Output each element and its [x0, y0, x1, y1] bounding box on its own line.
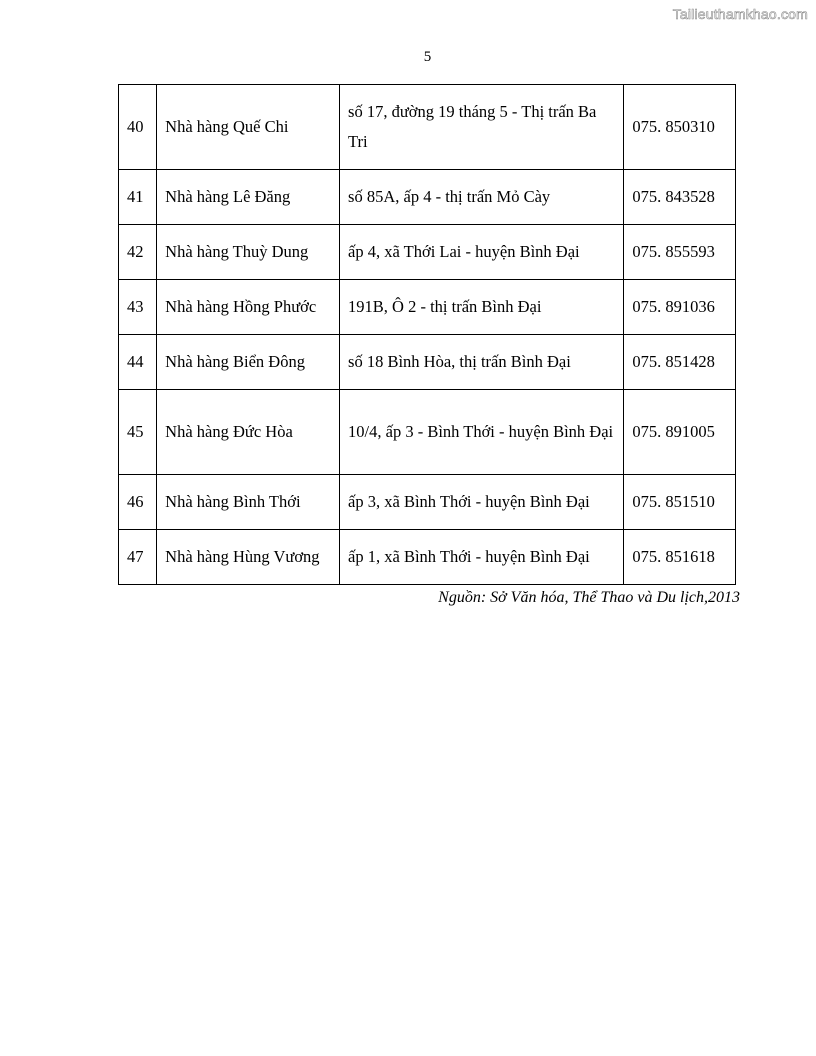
- table-row: [119, 335, 736, 390]
- table-row: [119, 225, 736, 280]
- row-number: 46: [119, 475, 157, 530]
- restaurant-phone: 075. 855593: [624, 225, 736, 280]
- restaurant-address: ấp 3, xã Bình Thới - huyện Bình Đại: [340, 475, 624, 530]
- table-row: [119, 170, 736, 225]
- watermark: Tailieuthamkhao.com: [672, 6, 808, 22]
- restaurant-address: số 17, đường 19 tháng 5 - Thị trấn Ba Tri: [340, 85, 624, 170]
- restaurant-phone: 075. 891036: [624, 280, 736, 335]
- restaurant-address: ấp 4, xã Thới Lai - huyện Bình Đại: [340, 225, 624, 280]
- table-row: [119, 390, 736, 475]
- restaurant-name: Nhà hàng Bình Thới: [157, 475, 340, 530]
- restaurant-table: [118, 84, 736, 585]
- restaurant-phone: 075. 851428: [624, 335, 736, 390]
- restaurant-address: ấp 1, xã Bình Thới - huyện Bình Đại: [340, 530, 624, 585]
- row-number: 41: [119, 170, 157, 225]
- restaurant-name: Nhà hàng Biển Đông: [157, 335, 340, 390]
- restaurant-name: Nhà hàng Hùng Vương: [157, 530, 340, 585]
- source-citation: Nguồn: Sở Văn hóa, Thể Thao và Du lịch,2013: [438, 589, 740, 606]
- table-row: [119, 85, 736, 170]
- row-number: 43: [119, 280, 157, 335]
- restaurant-address: số 85A, ấp 4 - thị trấn Mỏ Cày: [340, 170, 624, 225]
- table-row: [119, 475, 736, 530]
- row-number: 42: [119, 225, 157, 280]
- restaurant-address: 10/4, ấp 3 - Bình Thới - huyện Bình Đại: [340, 390, 624, 475]
- restaurant-address: 191B, Ô 2 - thị trấn Bình Đại: [340, 280, 624, 335]
- restaurant-phone: 075. 851510: [624, 475, 736, 530]
- restaurant-name: Nhà hàng Hồng Phước: [157, 280, 340, 335]
- table-row: [119, 280, 736, 335]
- restaurant-address: số 18 Bình Hòa, thị trấn Bình Đại: [340, 335, 624, 390]
- restaurant-name: Nhà hàng Quế Chi: [157, 85, 340, 170]
- row-number: 47: [119, 530, 157, 585]
- row-number: 40: [119, 85, 157, 170]
- restaurant-phone: 075. 850310: [624, 85, 736, 170]
- page-number: 5: [423, 49, 432, 65]
- row-number: 45: [119, 390, 157, 475]
- restaurant-name: Nhà hàng Đức Hòa: [157, 390, 340, 475]
- row-number: 44: [119, 335, 157, 390]
- restaurant-phone: 075. 851618: [624, 530, 736, 585]
- restaurant-name: Nhà hàng Lê Đăng: [157, 170, 340, 225]
- restaurant-phone: 075. 843528: [624, 170, 736, 225]
- restaurant-phone: 075. 891005: [624, 390, 736, 475]
- restaurant-name: Nhà hàng Thuỳ Dung: [157, 225, 340, 280]
- table-row: [119, 530, 736, 585]
